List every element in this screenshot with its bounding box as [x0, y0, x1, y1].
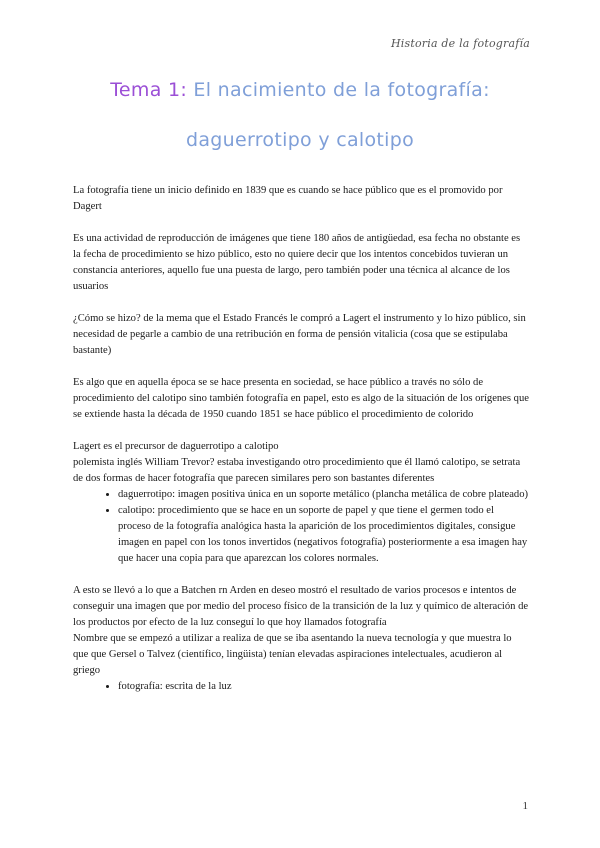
paragraph-1: La fotografía tiene un inicio definido en 1839 que es cuando se hace público que es el promovido por Dagert — [73, 185, 503, 212]
title-line-2: daguerrotipo y calotipo — [185, 129, 415, 151]
title-tema-label: Tema 1: — [110, 79, 188, 101]
page-number: 1 — [522, 800, 528, 812]
running-header: Historia de la fotografía — [391, 37, 530, 50]
page-title — [0, 76, 600, 154]
list-item: • calotipo: procedimiento que se hace en un soporte de papel y que tiene el germen todo el proceso de la fotografía analógica hasta la aparición de los procedimientos digitales, consigue imagen en papel con los tonos invertidos (negativos fotografía) posteriormente a esa imagen hay que hacer una copia para que aparezcan los colores normales. — [118, 503, 529, 567]
bullet-list-1 — [73, 487, 529, 567]
paragraph-2: Es una actividad de reproducción de imágenes que tiene 180 años de antigüedad, esa fecha no obstante es la fecha de procedimiento se hizo público, esto no quiere decir que los intentos concebidos tuvieran un constancia anteriores, aquello fue una puesta de largo, pero también poder una técnica al alcance de los usuarios — [73, 233, 521, 292]
title-line-1 — [0, 76, 600, 104]
paragraph-6: A esto se llevó a lo que a Batchen rn Arden en deseo mostró el resultado de varios procesos e intentos de conseguir una imagen que por medio del proceso físico de la transición de la luz y químico de alteración de los productos por efecto de la luz conseguí lo que hoy llamados fotografía — [73, 585, 529, 628]
title-main-text: El nacimiento de la fotografía: — [187, 79, 490, 101]
paragraph-5a: Lagert es el precursor de daguerrotipo a calotipo — [73, 441, 279, 452]
paragraph-5b: polemista inglés William Trevor? estaba investigando otro procedimiento que él llamó calotipo, se setrata de dos formas de hacer fotografía que parecen similares pero son bastantes diferentes — [73, 457, 521, 484]
bullet-list-2 — [73, 679, 529, 695]
list-item: • fotografía: escrita de la luz — [118, 679, 529, 695]
list-item: • daguerrotipo: imagen positiva única en un soporte metálico (plancha metálica de cobre plateado) — [118, 487, 529, 503]
document-body — [73, 183, 529, 695]
paragraph-7: Nombre que se empezó a utilizar a realiza de que se iba asentando la nueva tecnología y que muestra lo que que Gersel o Talvez (científico, lingüista) tenían elevadas aspiraciones intelectuales, acudieron al griego — [73, 633, 512, 676]
paragraph-3: ¿Cómo se hizo? de la mema que el Estado Francés le compró a Lagert el instrumento y lo hizo público, sin necesidad de pegarle a cambio de una retribución en forma de pensión vitalicia (cosa que se estipulaba bastante) — [73, 313, 526, 356]
paragraph-4: Es algo que en aquella época se se hace presenta en sociedad, se hace público a través no sólo de procedimiento del calotipo sino también fotografía en papel, esto es algo de la situación de los orígenes que se extiende hasta la década de 1950 cuando 1851 se hace público el procedimiento de colorido — [73, 377, 529, 420]
